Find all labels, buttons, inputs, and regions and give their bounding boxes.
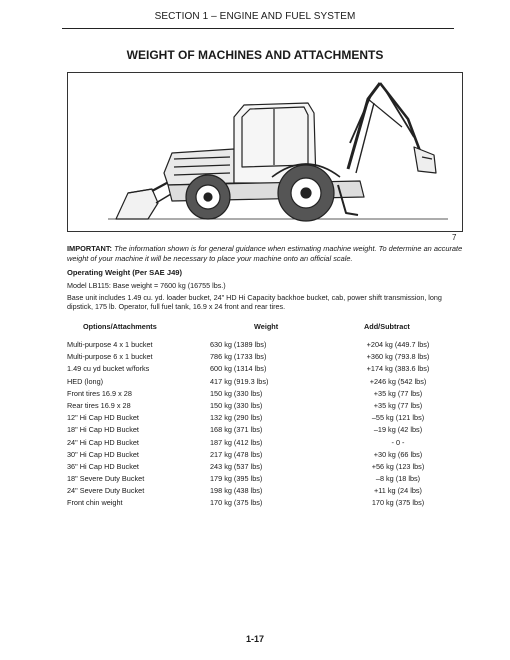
option-cell: Rear tires 16.9 x 28 [67, 400, 131, 410]
table-row: 18" Hi Cap HD Bucket 168 kg (371 lbs) –19 kg (42 lbs) [67, 425, 467, 437]
weights-table [67, 322, 467, 511]
table-row: Front tires 16.9 x 28 150 kg (330 lbs) +35 kg (77 lbs) [67, 389, 467, 401]
table-row: Multi-purpose 6 x 1 bucket 786 kg (1733 lbs) +360 kg (793.8 lbs) [67, 352, 467, 364]
table-row: 12" Hi Cap HD Bucket 132 kg (290 lbs) –55 kg (121 lbs) [67, 413, 467, 425]
option-cell: 1.49 cu yd bucket w/forks [67, 364, 150, 374]
option-cell: 18" Severe Duty Bucket [67, 474, 145, 484]
header-options: Options/Attachments [83, 322, 157, 331]
backhoe-loader-drawing [68, 73, 463, 232]
add-subtract-cell: –19 kg (42 lbs) [373, 425, 423, 435]
model-base-weight: Model LB115: Base weight = 7600 kg (16755 lbs.) [67, 281, 226, 290]
add-subtract-cell: +204 kg (449.7 lbs) [366, 340, 430, 349]
add-subtract-cell: +174 kg (383.6 lbs) [366, 364, 430, 374]
table-row: 1.49 cu yd bucket w/forks 600 kg (1314 lbs) +174 kg (383.6 lbs) [67, 364, 467, 376]
add-subtract-cell: –8 kg (18 lbs) [375, 474, 421, 484]
add-subtract-cell: +11 kg (24 lbs) [374, 486, 422, 496]
option-cell: 12" Hi Cap HD Bucket [67, 413, 139, 423]
operating-weight-heading: Operating Weight (Per SAE J49) [67, 268, 183, 277]
option-cell: Multi-purpose 4 x 1 bucket [67, 340, 153, 349]
table-row: 36" Hi Cap HD Bucket 243 kg (537 lbs) +56 kg (123 lbs) [67, 462, 467, 474]
page-number: 1-17 [245, 634, 264, 644]
option-cell: 30" Hi Cap HD Bucket [67, 449, 139, 459]
table-row: 24" Severe Duty Bucket 198 kg (438 lbs) +11 kg (24 lbs) [67, 486, 467, 498]
add-subtract-cell: - 0 - [391, 437, 405, 447]
important-label: IMPORTANT: [67, 244, 113, 253]
table-header-row: Options/Attachments Weight Add/Subtract [83, 322, 410, 331]
table-row: 18" Severe Duty Bucket 179 kg (395 lbs) –8 kg (18 lbs) [67, 474, 467, 486]
important-text: The information shown is for general guidance when estimating machine weight. To determine an accurate weight of your machine it will be necessary to place your machine onto an official scale. [67, 244, 463, 263]
table-row: HED (long) 417 kg (919.3 lbs) +246 kg (542 lbs) [67, 377, 467, 389]
option-cell: Front tires 16.9 x 28 [67, 388, 132, 398]
important-note [67, 244, 465, 264]
page-title: WEIGHT OF MACHINES AND ATTACHMENTS [126, 48, 384, 62]
option-cell: 24" Hi Cap HD Bucket [67, 437, 139, 447]
option-cell: 36" Hi Cap HD Bucket [67, 461, 139, 471]
option-cell: HED (long) [67, 376, 104, 386]
figure-number: 7 [452, 233, 457, 242]
table-row: 24" Hi Cap HD Bucket 187 kg (412 lbs) - 0 - [67, 438, 467, 450]
table-row: Multi-purpose 4 x 1 bucket 630 kg (1389 lbs) +204 kg (449.7 lbs) [67, 340, 467, 352]
header-rule [62, 28, 454, 29]
add-subtract-cell: +35 kg (77 lbs) [373, 388, 423, 398]
add-subtract-cell: –55 kg (121 lbs) [371, 413, 425, 423]
table-body [67, 340, 467, 511]
add-subtract-cell: +360 kg (793.8 lbs) [366, 352, 430, 362]
table-row: 30" Hi Cap HD Bucket 217 kg (478 lbs) +30 kg (66 lbs) [67, 450, 467, 462]
add-subtract-cell: +56 kg (123 lbs) [371, 461, 425, 471]
backhoe-loader-illustration [67, 72, 463, 232]
add-subtract-cell: +35 kg (77 lbs) [373, 400, 423, 410]
table-row: Front chin weight 170 kg (375 lbs) 170 kg (375 lbs) [67, 498, 467, 510]
base-unit-description: Base unit includes 1.49 cu. yd. loader bucket, 24" HD Hi Capacity backhoe bucket, cab, power shift transmission, long dipstick, 175 lb. Operator, full fuel tank, 16.9 x 24 front and rear tires. [67, 293, 442, 312]
option-cell: 18" Hi Cap HD Bucket [67, 425, 139, 435]
add-subtract-cell: +30 kg (66 lbs) [373, 449, 423, 459]
add-subtract-cell: 170 kg (375 lbs) [371, 498, 425, 508]
header-add-subtract: Add/Subtract [364, 322, 410, 331]
section-header: SECTION 1 – ENGINE AND FUEL SYSTEM [154, 11, 356, 22]
add-subtract-cell: +246 kg (542 lbs) [369, 376, 427, 386]
option-cell: Front chin weight [67, 498, 123, 508]
option-cell: 24" Severe Duty Bucket [67, 486, 145, 496]
table-row: Rear tires 16.9 x 28 150 kg (330 lbs) +35 kg (77 lbs) [67, 401, 467, 413]
option-cell: Multi-purpose 6 x 1 bucket [67, 352, 153, 362]
